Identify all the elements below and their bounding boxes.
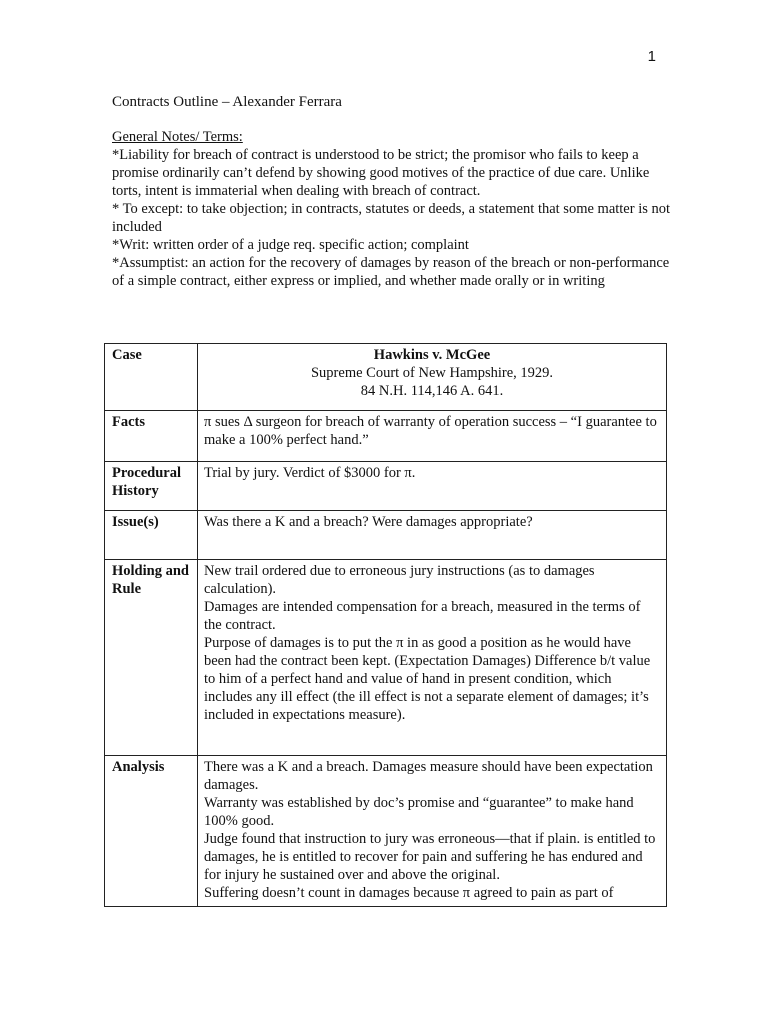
holding-text xyxy=(198,560,667,756)
note-item: *Writ: written order of a judge req. specific action; complaint xyxy=(112,237,469,253)
case-name: Hawkins v. McGee xyxy=(373,347,491,363)
note-item: * To except: to take objection; in contracts, statutes or deeds, a statement that some matter is not included xyxy=(112,201,671,235)
court-name: Supreme Court of New Hampshire, 1929. xyxy=(310,365,554,381)
holding-paragraph: Damages are intended compensation for a breach, measured in the terms of the contract. xyxy=(204,599,641,633)
page-number: 1 xyxy=(647,48,656,65)
case-label: Case xyxy=(105,344,198,411)
holding-paragraph: Purpose of damages is to put the π in as good a position as he would have been had the contract been kept. (Expectation Damages) Difference b/t value to him of a perfect hand and value of hand in present condition, which includes any ill effect (the ill effect is not a separate element of damages; it’s included in expectations measure). xyxy=(204,635,651,723)
issues-text: Was there a K and a breach? Were damages appropriate? xyxy=(198,511,667,560)
notes-heading: General Notes/ Terms: xyxy=(112,129,243,145)
holding-label: Holding and Rule xyxy=(105,560,198,756)
issues-label: Issue(s) xyxy=(105,511,198,560)
facts-row xyxy=(105,411,667,462)
note-item: *Assumptist: an action for the recovery of damages by reason of the breach or non-performance of a simple contract, either express or implied, and whether made orally or in writing xyxy=(112,255,670,289)
note-item: *Liability for breach of contract is understood to be strict; the promisor who fails to keep a promise ordinarily can’t defend by showing good motives of the practice of due care. Unlike torts, intent is immaterial when dealing with breach of contract. xyxy=(112,147,650,199)
case-row xyxy=(105,344,667,411)
case-info xyxy=(198,344,667,411)
analysis-label: Analysis xyxy=(105,756,198,907)
procedural-history-row xyxy=(105,462,667,511)
general-notes xyxy=(112,128,672,290)
facts-text: π sues Δ surgeon for breach of warranty of operation success – “I guarantee to make a 100% perfect hand.” xyxy=(198,411,667,462)
facts-label: Facts xyxy=(105,411,198,462)
procedural-history-label: Procedural History xyxy=(105,462,198,511)
document-title: Contracts Outline – Alexander Ferrara xyxy=(112,94,342,110)
holding-paragraph: New trail ordered due to erroneous jury instructions (as to damages calculation). xyxy=(204,563,595,597)
analysis-paragraph: Suffering doesn’t count in damages because π agreed to pain as part of xyxy=(204,885,614,901)
holding-row xyxy=(105,560,667,756)
case-brief-table xyxy=(104,343,667,907)
analysis-text xyxy=(198,756,667,907)
analysis-paragraph: There was a K and a breach. Damages measure should have been expectation damages. xyxy=(204,759,653,793)
analysis-paragraph: Warranty was established by doc’s promise and “guarantee” to make hand 100% good. xyxy=(204,795,634,829)
procedural-history-text: Trial by jury. Verdict of $3000 for π. xyxy=(198,462,667,511)
issues-row xyxy=(105,511,667,560)
analysis-row xyxy=(105,756,667,907)
citation: 84 N.H. 114,146 A. 641. xyxy=(360,383,504,399)
analysis-paragraph: Judge found that instruction to jury was erroneous—that if plain. is entitled to damages, he is entitled to recover for pain and suffering he has endured and for injury he sustained over and above the original. xyxy=(204,831,656,883)
